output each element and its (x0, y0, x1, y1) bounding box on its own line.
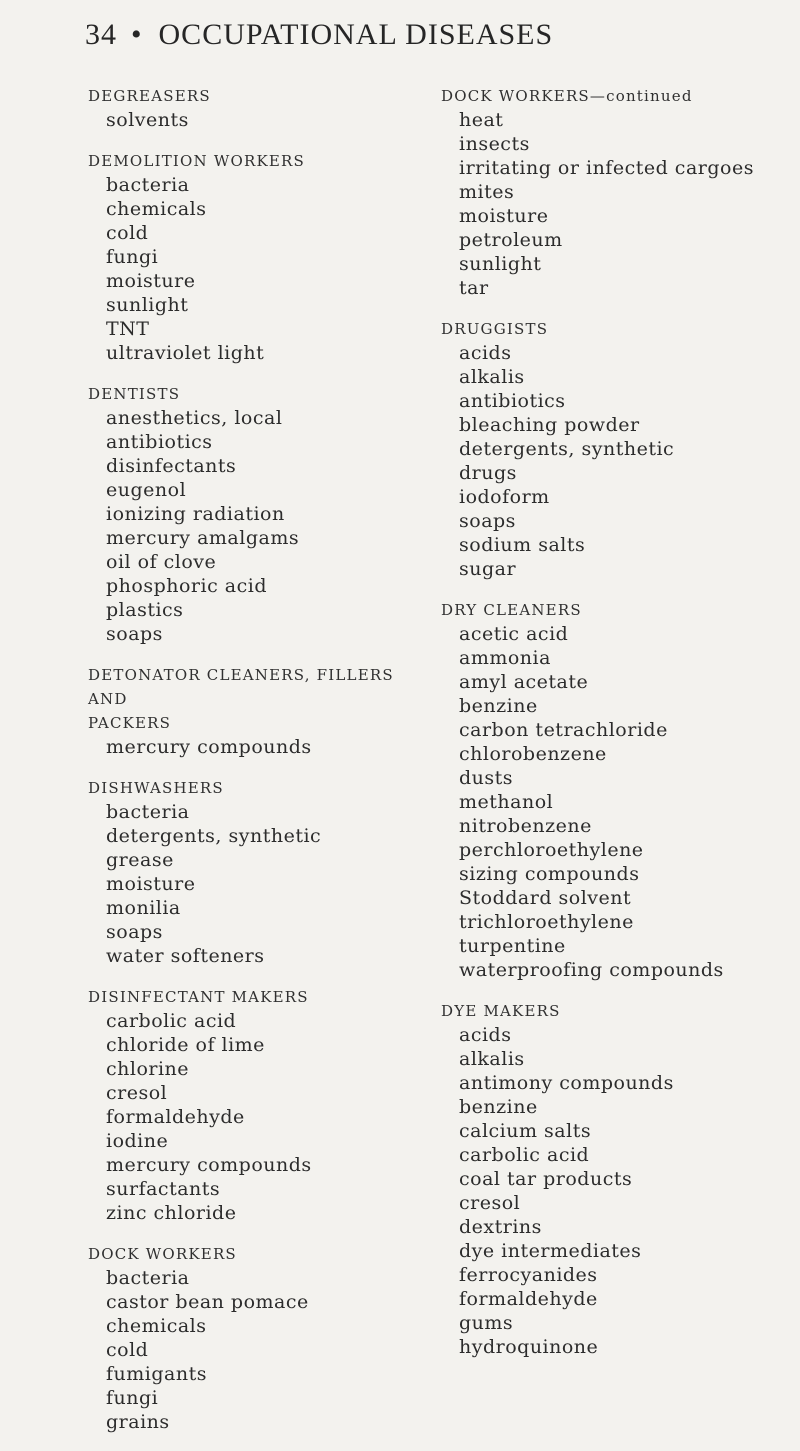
hazard-item: soaps (106, 623, 163, 645)
hazard-item: turpentine (459, 935, 566, 957)
hazard-item: mercury compounds (106, 1154, 312, 1176)
hazard-item: antibiotics (106, 431, 213, 453)
hazard-list (88, 173, 408, 365)
occupation-heading-continuation: PACKERS (88, 714, 172, 732)
hazard-item: solvents (106, 109, 189, 131)
hazard-item: dye intermediates (459, 1240, 642, 1262)
hazard-item: cold (106, 1339, 149, 1361)
hazard-item: bacteria (106, 174, 190, 196)
running-title: OCCUPATIONAL DISEASES (158, 18, 554, 51)
occupation-entry (441, 999, 791, 1359)
hazard-item: mites (459, 181, 515, 203)
hazard-item: castor bean pomace (106, 1291, 309, 1313)
hazard-item: water softeners (106, 945, 265, 967)
occupation-heading (88, 663, 408, 735)
hazard-item: iodoform (459, 486, 550, 508)
hazard-item: surfactants (106, 1178, 221, 1200)
occupation-heading: DISHWASHERS (88, 779, 224, 797)
hazard-list (88, 406, 408, 646)
hazard-item: ferrocyanides (459, 1264, 598, 1286)
occupation-heading: DISINFECTANT MAKERS (88, 988, 309, 1006)
hazard-item: mercury amalgams (106, 527, 300, 549)
hazard-item: plastics (106, 599, 184, 621)
hazard-item: irritating or infected cargoes (459, 157, 754, 179)
hazard-list (441, 108, 791, 300)
hazard-item: hydroquinone (459, 1336, 599, 1358)
hazard-item: Stoddard solvent (459, 887, 632, 909)
hazard-item: grains (106, 1411, 170, 1433)
hazard-item: acids (459, 1024, 512, 1046)
occupation-heading: DOCK WORKERS—continued (441, 87, 693, 105)
hazard-list (88, 1266, 408, 1434)
hazard-item: grease (106, 849, 174, 871)
hazard-item: fungi (106, 246, 159, 268)
hazard-item: ultraviolet light (106, 342, 265, 364)
hazard-item: fumigants (106, 1363, 207, 1385)
hazard-item: chemicals (106, 1315, 207, 1337)
hazard-item: oil of clove (106, 551, 217, 573)
occupation-entry (88, 149, 408, 365)
occupation-heading: DEGREASERS (88, 87, 211, 105)
hazard-item: phosphoric acid (106, 575, 267, 597)
hazard-item: chlorobenzene (459, 743, 607, 765)
hazard-item: bacteria (106, 1267, 190, 1289)
hazard-item: dextrins (459, 1216, 542, 1238)
hazard-item: moisture (106, 873, 196, 895)
left-column (88, 84, 408, 1451)
occupation-heading: DOCK WORKERS (88, 1245, 237, 1263)
occupation-entry (88, 985, 408, 1225)
hazard-item: detergents, synthetic (106, 825, 322, 847)
header-bullet: • (131, 18, 143, 51)
hazard-item: carbolic acid (459, 1144, 590, 1166)
hazard-item: waterproofing compounds (459, 959, 724, 981)
hazard-item: benzine (459, 695, 538, 717)
hazard-item: gums (459, 1312, 514, 1334)
hazard-item: acetic acid (459, 623, 569, 645)
hazard-item: anesthetics, local (106, 407, 283, 429)
hazard-item: chloride of lime (106, 1034, 265, 1056)
occupation-entry (441, 598, 791, 982)
hazard-item: trichloroethylene (459, 911, 634, 933)
hazard-item: mercury compounds (106, 736, 312, 758)
hazard-item: nitrobenzene (459, 815, 592, 837)
hazard-item: eugenol (106, 479, 187, 501)
hazard-item: disinfectants (106, 455, 237, 477)
hazard-item: bacteria (106, 801, 190, 823)
hazard-item: chemicals (106, 198, 207, 220)
hazard-item: carbon tetrachloride (459, 719, 668, 741)
occupation-entry (441, 317, 791, 581)
hazard-list (441, 1023, 791, 1359)
occupation-entry (88, 663, 408, 759)
hazard-item: moisture (106, 270, 196, 292)
hazard-item: coal tar products (459, 1168, 633, 1190)
hazard-item: formaldehyde (459, 1288, 598, 1310)
hazard-list (441, 622, 791, 982)
occupation-heading: DEMOLITION WORKERS (88, 152, 305, 170)
hazard-item: moisture (459, 205, 549, 227)
page-number: 34 (85, 18, 117, 51)
hazard-item: monilia (106, 897, 181, 919)
hazard-item: ionizing radiation (106, 503, 285, 525)
hazard-list (88, 800, 408, 968)
hazard-item: sugar (459, 558, 517, 580)
hazard-item: bleaching powder (459, 414, 640, 436)
hazard-item: soaps (106, 921, 163, 943)
hazard-item: insects (459, 133, 530, 155)
hazard-item: calcium salts (459, 1120, 592, 1142)
occupation-heading: DENTISTS (88, 385, 181, 403)
hazard-item: fungi (106, 1387, 159, 1409)
running-head (85, 18, 553, 52)
hazard-item: TNT (106, 318, 150, 340)
occupation-entry (441, 84, 791, 300)
hazard-item: drugs (459, 462, 517, 484)
occupation-heading: DRY CLEANERS (441, 601, 582, 619)
hazard-item: tar (459, 277, 489, 299)
hazard-list (88, 108, 408, 132)
hazard-item: alkalis (459, 366, 525, 388)
occupation-entry (88, 776, 408, 968)
hazard-item: sunlight (106, 294, 189, 316)
hazard-item: benzine (459, 1096, 538, 1118)
occupation-heading-line: DETONATOR CLEANERS, FILLERS AND (88, 666, 394, 708)
hazard-item: dusts (459, 767, 514, 789)
hazard-item: detergents, synthetic (459, 438, 675, 460)
occupation-entry (88, 84, 408, 132)
hazard-item: sunlight (459, 253, 542, 275)
hazard-item: iodine (106, 1130, 169, 1152)
right-column (441, 84, 791, 1376)
hazard-item: cold (106, 222, 149, 244)
hazard-item: methanol (459, 791, 554, 813)
hazard-item: sodium salts (459, 534, 586, 556)
hazard-item: perchloroethylene (459, 839, 644, 861)
hazard-list (88, 735, 408, 759)
hazard-list (88, 1009, 408, 1225)
occupation-entry (88, 1242, 408, 1434)
hazard-item: heat (459, 109, 504, 131)
hazard-item: formaldehyde (106, 1106, 245, 1128)
hazard-item: ammonia (459, 647, 551, 669)
hazard-item: chlorine (106, 1058, 190, 1080)
hazard-item: amyl acetate (459, 671, 589, 693)
hazard-item: cresol (459, 1192, 521, 1214)
hazard-item: petroleum (459, 229, 563, 251)
occupation-heading: DYE MAKERS (441, 1002, 561, 1020)
hazard-item: antibiotics (459, 390, 566, 412)
hazard-item: sizing compounds (459, 863, 640, 885)
hazard-item: cresol (106, 1082, 168, 1104)
occupation-entry (88, 382, 408, 646)
hazard-item: antimony compounds (459, 1072, 674, 1094)
hazard-item: carbolic acid (106, 1010, 237, 1032)
hazard-list (441, 341, 791, 581)
occupation-heading: DRUGGISTS (441, 320, 549, 338)
hazard-item: alkalis (459, 1048, 525, 1070)
hazard-item: soaps (459, 510, 516, 532)
hazard-item: acids (459, 342, 512, 364)
hazard-item: zinc chloride (106, 1202, 237, 1224)
